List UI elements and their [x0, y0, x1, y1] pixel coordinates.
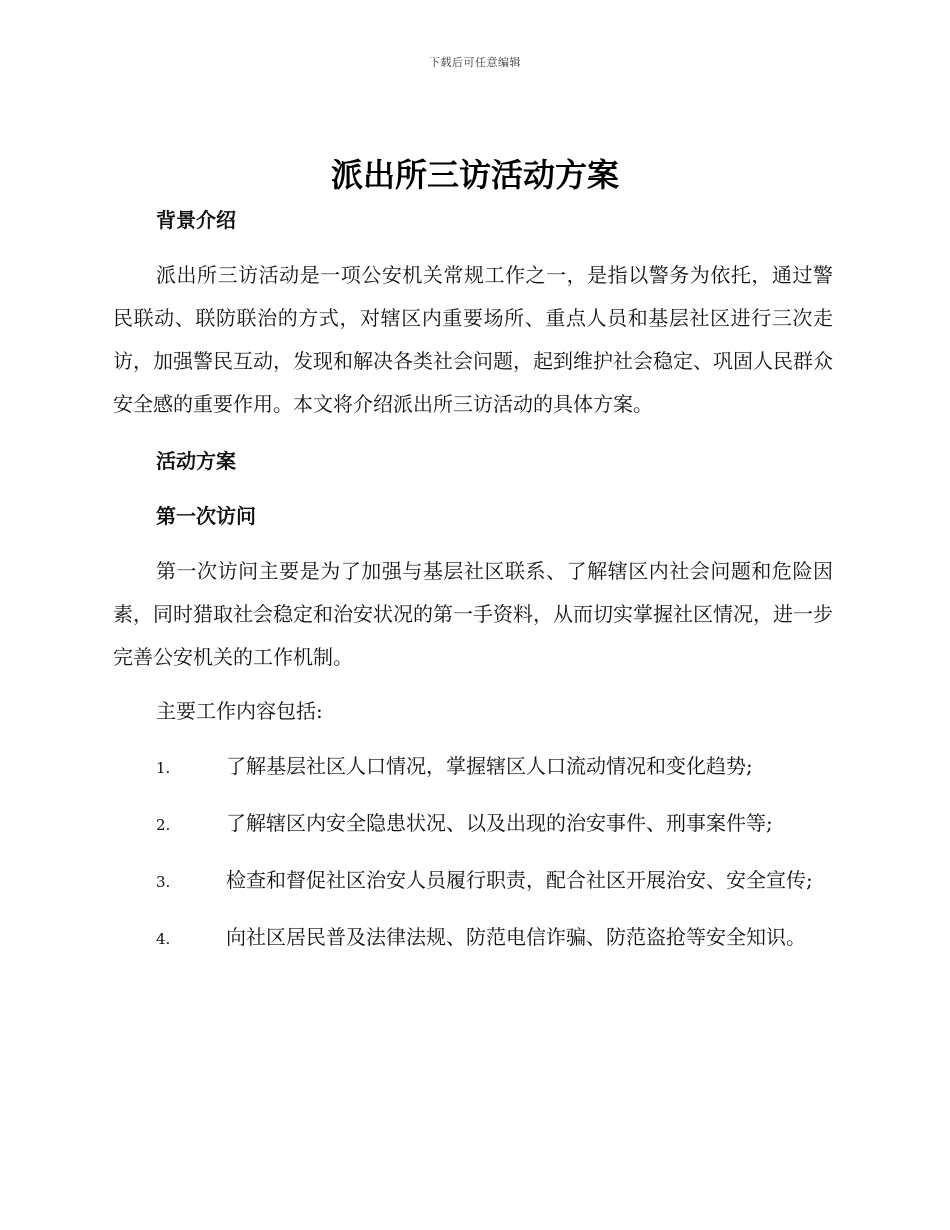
section-heading-background: 背景介绍	[156, 208, 236, 232]
list-item-number: 4.	[156, 930, 171, 948]
list-item-number: 2.	[156, 816, 171, 834]
list-item	[113, 859, 833, 904]
work-intro-text: 主要工作内容包括:	[156, 699, 323, 723]
list-item	[113, 802, 833, 847]
section-heading-plan: 活动方案	[156, 449, 236, 473]
list-item-text: 了解基层社区人口情况，掌握辖区人口流动情况和变化趋势;	[226, 754, 753, 778]
list-item	[113, 745, 833, 790]
list-item	[113, 916, 833, 961]
document-title: 派出所三访活动方案	[330, 156, 619, 194]
list-item-text: 向社区居民普及法律法规、防范电信诈骗、防范盗抢等安全知识。	[226, 925, 806, 949]
list-item-number: 1.	[156, 759, 171, 777]
background-paragraph: 派出所三访活动是一项公安机关常规工作之一，是指以警务为依托，通过警民联动、联防联治的方式，对辖区内重要场所、重点人员和基层社区进行三次走访，加强警民互动，发现和解决各类社会问题，起到维护社会稳定、巩固人民群众安全感的重要作用。本文将介绍派出所三访活动的具体方案。	[113, 263, 833, 416]
list-item-number: 3.	[156, 873, 171, 891]
document-body	[113, 203, 833, 961]
list-item-text: 了解辖区内安全隐患状况、以及出现的治安事件、刑事案件等;	[226, 811, 773, 835]
list-item-text: 检查和督促社区治安人员履行职责，配合社区开展治安、安全宣传;	[226, 868, 813, 892]
section-heading-first-visit: 第一次访问	[156, 504, 256, 528]
page-header-note: 下载后可任意编辑	[429, 56, 521, 69]
first-visit-paragraph: 第一次访问主要是为了加强与基层社区联系、了解辖区内社会问题和危险因素，同时猎取社会稳定和治安状况的第一手资料，从而切实掌握社区情况，进一步完善公安机关的工作机制。	[113, 559, 833, 669]
